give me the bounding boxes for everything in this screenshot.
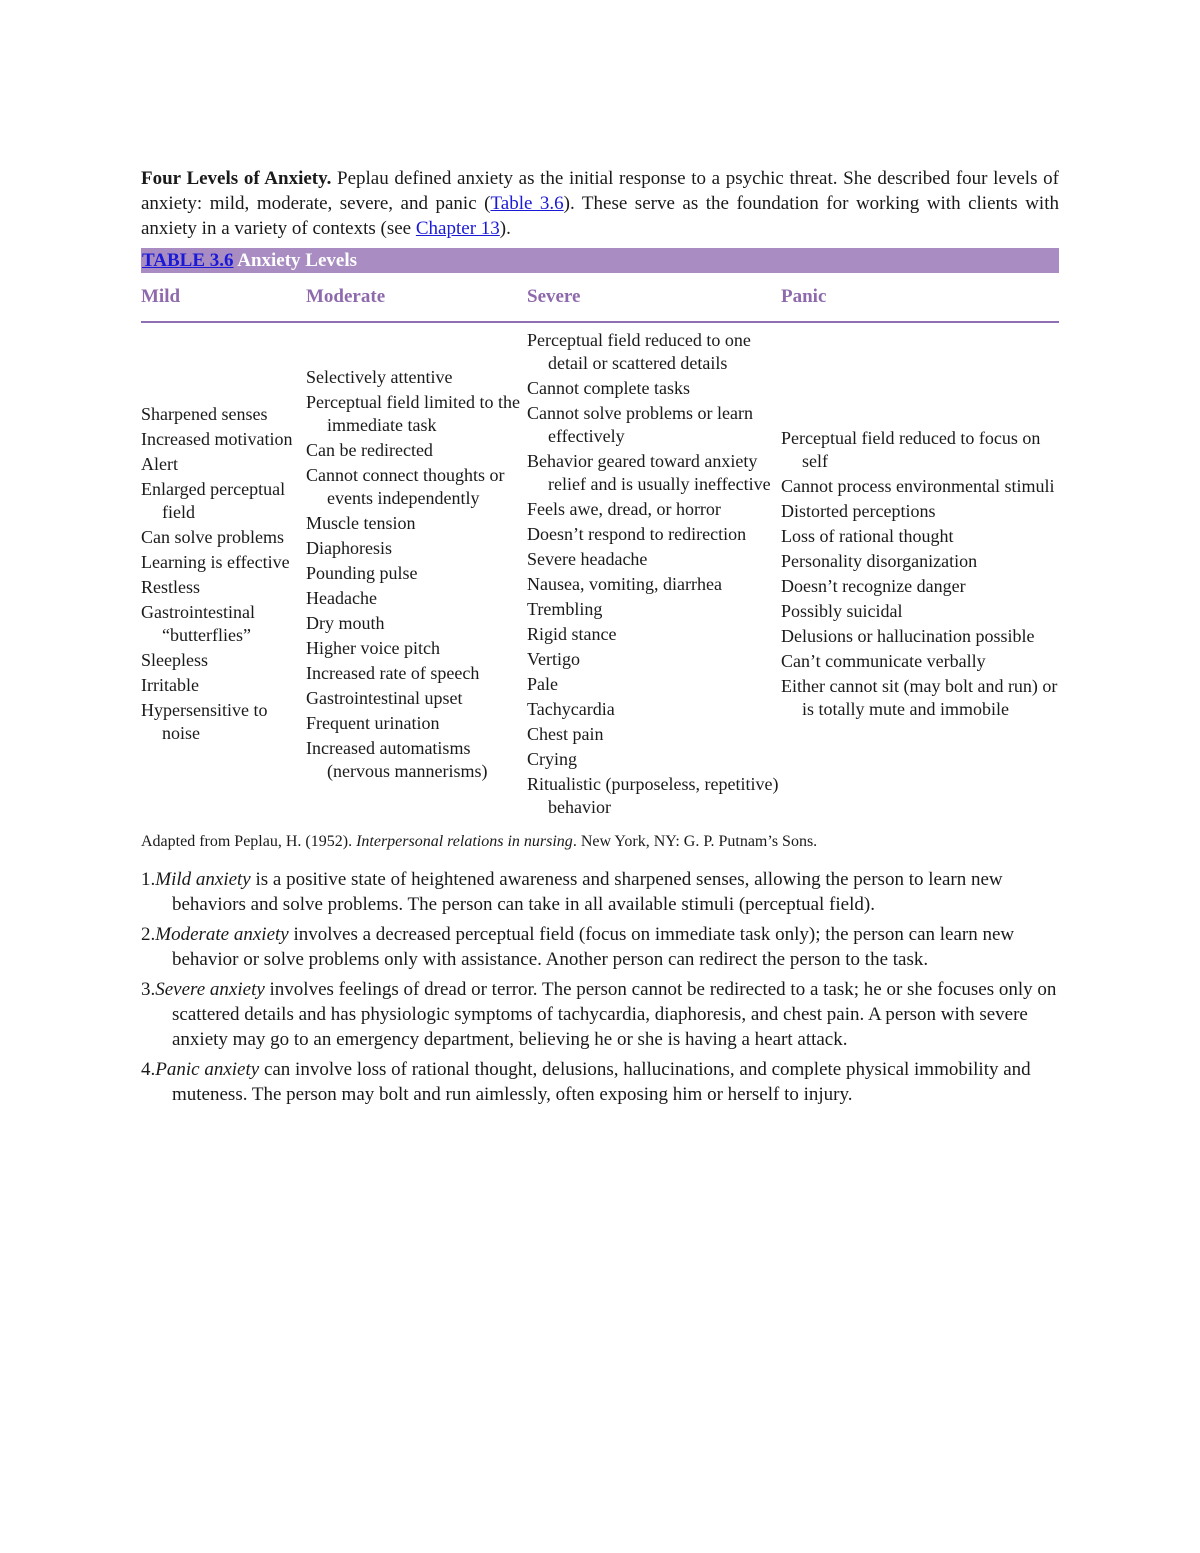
symptom-item: Chest pain [527, 724, 604, 744]
symptom-item: Distorted perceptions [781, 501, 936, 521]
table-title-bar [141, 248, 1059, 273]
anxiety-level-item [141, 1057, 1059, 1107]
level-description: involves a decreased perceptual field (focus on immediate task only); the person can learn new behavior or solve problems only with assistance. Another person can redirect the person to the task. [172, 924, 1015, 970]
symptom-item: Restless [141, 577, 201, 597]
symptom-item: Muscle tension [306, 512, 416, 533]
symptom-item: Cannot connect thoughts or events independently [306, 464, 505, 508]
symptom-item: Vertigo [527, 649, 580, 669]
symptom-item: Crying [527, 749, 578, 769]
symptom-item: Nausea, vomiting, diarrhea [527, 574, 722, 594]
symptom-item: Gastrointestinal “butterflies” [141, 602, 255, 645]
symptom-item: Perceptual field reduced to one detail or scattered details [527, 330, 751, 373]
anxiety-level-item [141, 922, 1059, 972]
table-source-note [141, 831, 1059, 853]
symptom-item: Sleepless [141, 650, 208, 670]
level-number: 3. [141, 979, 156, 1000]
symptom-item: Frequent urination [306, 712, 440, 733]
symptom-item: Tachycardia [527, 699, 615, 719]
symptom-item: Increased rate of speech [306, 662, 480, 683]
symptom-item: Can solve problems [141, 527, 284, 547]
level-number: 4. [141, 1059, 156, 1080]
symptom-item: Cannot process environmental stimuli [781, 476, 1055, 496]
symptom-item: Learning is effective [141, 552, 290, 572]
symptom-item: Can’t communicate verbally [781, 651, 986, 671]
symptom-item: Severe headache [527, 549, 648, 569]
symptom-item: Diaphoresis [306, 537, 392, 558]
level-term: Moderate anxiety [155, 924, 289, 945]
symptom-item: Increased automatisms (nervous mannerisms) [306, 737, 488, 781]
symptom-item: Headache [306, 587, 377, 608]
symptom-item: Cannot complete tasks [527, 378, 690, 398]
panic-symptom-list [781, 427, 1059, 721]
symptom-item: Delusions or hallucination possible [781, 626, 1035, 646]
intro-text-1: Peplau defined anxiety as the initial response to a psychic threat. She described four levels of anxiety: mild, moderate, severe, and panic ( [141, 168, 1059, 214]
intro-paragraph [141, 166, 1059, 241]
symptom-item: Higher voice pitch [306, 637, 440, 658]
symptom-item: Can be redirected [306, 439, 433, 460]
symptom-item: Increased motivation [141, 429, 293, 449]
symptom-item: Gastrointestinal upset [306, 687, 463, 708]
table-link[interactable]: Table 3.6 [490, 193, 564, 214]
symptom-item: Selectively attentive [306, 366, 453, 387]
level-description: can involve loss of rational thought, delusions, hallucinations, and complete physical immobility and muteness. The person may bolt and run aimlessly, often exposing him or herself to injury. [172, 1059, 1031, 1105]
symptom-item: Alert [141, 454, 178, 474]
symptom-item: Cannot solve problems or learn effectively [527, 403, 753, 446]
column-mild [141, 403, 306, 747]
intro-text-3: ). [499, 218, 511, 239]
level-term: Panic anxiety [155, 1059, 260, 1080]
column-header-severe: Severe [527, 286, 581, 307]
symptom-item: Doesn’t recognize danger [781, 576, 966, 596]
symptom-item: Sharpened senses [141, 404, 268, 424]
level-term: Mild anxiety [155, 869, 251, 890]
level-number: 2. [141, 924, 156, 945]
anxiety-level-item [141, 977, 1059, 1052]
symptom-item: Dry mouth [306, 612, 385, 633]
symptom-item: Loss of rational thought [781, 526, 954, 546]
symptom-item: Perceptual field reduced to focus on self [781, 428, 1041, 471]
anxiety-levels-list [141, 867, 1059, 1107]
column-header-mild: Mild [141, 286, 181, 307]
symptom-item: Ritualistic (purposeless, repetitive) behavior [527, 774, 779, 817]
symptom-item: Possibly suicidal [781, 601, 903, 621]
table-title: Anxiety Levels [233, 250, 358, 271]
symptom-item: Enlarged perceptual field [141, 479, 286, 522]
symptom-item: Pale [527, 674, 558, 694]
symptom-item: Hypersensitive to noise [141, 700, 268, 743]
column-severe [527, 329, 781, 821]
symptom-item: Irritable [141, 675, 199, 695]
symptom-item: Personality disorganization [781, 551, 978, 571]
column-moderate [306, 366, 527, 785]
level-number: 1. [141, 869, 156, 890]
severe-symptom-list [527, 329, 781, 819]
symptom-item: Doesn’t respond to redirection [527, 524, 747, 544]
intro-text-2: ). These serve as the foundation for working with clients with anxiety in a variety of contexts (see [141, 193, 1059, 239]
column-header-panic: Panic [781, 286, 827, 307]
level-description: is a positive state of heightened awareness and sharpened senses, allowing the person to learn new behaviors and solve problems. The person can take in all available stimuli (perceptual field). [172, 869, 1003, 915]
symptom-item: Trembling [527, 599, 603, 619]
table-header-row [141, 273, 1059, 323]
column-header-moderate: Moderate [306, 286, 386, 307]
symptom-item: Feels awe, dread, or horror [527, 499, 721, 519]
chapter-link[interactable]: Chapter 13 [415, 218, 500, 239]
column-panic [781, 427, 1059, 723]
mild-symptom-list [141, 403, 306, 745]
symptom-item: Pounding pulse [306, 562, 418, 583]
moderate-symptom-list [306, 366, 527, 783]
source-book-title: Interpersonal relations in nursing [356, 833, 573, 850]
symptom-item: Either cannot sit (may bolt and run) or is totally mute and immobile [781, 676, 1058, 719]
symptom-item: Behavior geared toward anxiety relief and is usually ineffective [527, 451, 771, 494]
source-suffix: . New York, NY: G. P. Putnam’s Sons. [572, 833, 818, 850]
table-label-link[interactable]: TABLE 3.6 [142, 250, 234, 271]
table-body [141, 329, 1059, 821]
level-term: Severe anxiety [155, 979, 265, 1000]
anxiety-level-item [141, 867, 1059, 917]
symptom-item: Rigid stance [527, 624, 617, 644]
level-description: involves feelings of dread or terror. The person cannot be redirected to a task; he or she focuses only on scattered details and has physiologic symptoms of tachycardia, diaphoresis, and chest pain. A person with severe anxiety may go to an emergency department, believing he or she is having a heart attack. [172, 979, 1057, 1050]
intro-heading: Four Levels of Anxiety. [141, 168, 332, 189]
source-prefix: Adapted from Peplau, H. (1952). [141, 833, 357, 850]
symptom-item: Perceptual field limited to the immediate task [306, 391, 520, 435]
document-page [141, 166, 1059, 1112]
